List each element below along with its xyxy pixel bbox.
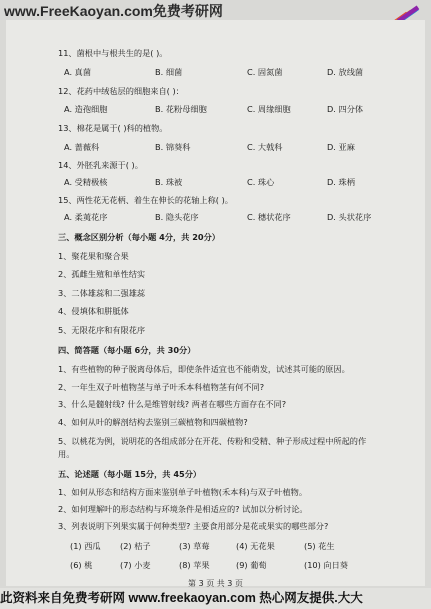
option-c: C. 大戟科 <box>247 142 283 152</box>
concept-item: 1、聚花果和聚合果 <box>58 251 129 261</box>
question-15-options <box>64 212 404 223</box>
option-a: A. 柔荑花序 <box>64 212 108 222</box>
short-answer-item: 1、有些植物的种子脱离母体后，即使条件适宜也不能萌发，试述其可能的原因。 <box>58 364 350 374</box>
option-c: C. 固氮菌 <box>247 67 283 77</box>
fruit-item: (1) 西瓜 <box>70 541 101 551</box>
short-answer-item: 4、如何从叶的解剖结构去鉴别三碳植物和四碳植物? <box>58 417 248 427</box>
question-15: 15、两性花无花柄、着生在伸长的花轴上称( )。 <box>58 195 233 205</box>
option-a: A. 真菌 <box>64 67 92 77</box>
concept-item: 3、二体雄蕊和二强雄蕊 <box>58 288 146 298</box>
short-answer-item-continued: 用。 <box>58 449 75 459</box>
fruit-item: (9) 葡萄 <box>236 560 267 570</box>
option-b: B. 珠被 <box>155 177 183 187</box>
short-answer-item: 5、以桃花为例，说明花的各组成部分在开花、传粉和受精、种子形成过程中所起的作 <box>58 436 367 446</box>
essay-item: 2、如何理解叶的形态结构与环境条件是相适应的? 试加以分析讨论。 <box>58 504 308 514</box>
option-a: A. 造孢细胞 <box>64 104 108 114</box>
option-c: C. 周缘细胞 <box>247 104 291 114</box>
fruit-item: (8) 苹果 <box>179 560 210 570</box>
concept-item: 2、孤雌生殖和单性结实 <box>58 269 146 279</box>
question-12-options <box>64 104 404 115</box>
option-d: D. 四分体 <box>327 104 364 114</box>
short-answer-item: 3、什么是髓射线? 什么是维管射线? 两者在哪些方面存在不同? <box>58 399 287 409</box>
fruit-item: (6) 桃 <box>70 560 93 570</box>
short-answer-item: 2、一年生双子叶植物茎与单子叶禾本科植物茎有何不同? <box>58 382 265 392</box>
option-c: C. 珠心 <box>247 177 275 187</box>
fruit-list-row-2 <box>70 560 410 571</box>
page-number: 第 3 页 共 3 页 <box>188 579 243 588</box>
fruit-item: (2) 桔子 <box>120 541 151 551</box>
concept-item: 5、无限花序和有限花序 <box>58 325 146 335</box>
option-b: B. 锦葵科 <box>155 142 191 152</box>
fruit-item: (3) 草莓 <box>179 541 210 551</box>
option-c: C. 穗状花序 <box>247 212 291 222</box>
question-11: 11、菌根中与根共生的是( )。 <box>58 48 168 58</box>
option-d: D. 亚麻 <box>327 142 355 152</box>
section-title-concepts: 三、概念区别分析（每小题 4分，共 20分） <box>58 232 220 242</box>
essay-item: 3、列表说明下列果实属于何种类型? 主要食用部分是花或果实的哪些部分? <box>58 521 329 531</box>
fruit-item: (5) 花生 <box>304 541 335 551</box>
option-a: A. 受精极核 <box>64 177 108 187</box>
option-b: B. 花粉母细胞 <box>155 104 207 114</box>
question-11-options <box>64 67 404 78</box>
question-13-options <box>64 142 404 153</box>
fruit-item: (7) 小麦 <box>120 560 151 570</box>
essay-item: 1、如何从形态和结构方面来鉴别单子叶植物(禾本科)与双子叶植物。 <box>58 487 308 497</box>
option-d: D. 头状花序 <box>327 212 372 222</box>
option-a: A. 蔷薇科 <box>64 142 100 152</box>
site-watermark: www.FreeKaoyan.com免费考研网 <box>4 3 223 19</box>
question-13: 13、棉花是属于( )科的植物。 <box>58 123 168 133</box>
question-14-options <box>64 177 404 188</box>
concept-item: 4、侵填体和胼胝体 <box>58 306 129 316</box>
fruit-item: (4) 无花果 <box>236 541 275 551</box>
option-d: D. 珠柄 <box>327 177 355 187</box>
option-b: B. 细菌 <box>155 67 183 77</box>
option-b: B. 隐头花序 <box>155 212 199 222</box>
question-12: 12、花药中绒毡层的细胞来自( )： <box>58 86 184 96</box>
section-title-short-answer: 四、简答题（每小题 6分，共 30分） <box>58 345 196 355</box>
option-d: D. 放线菌 <box>327 67 364 77</box>
question-14: 14、外胚乳来源于( )。 <box>58 160 143 170</box>
fruit-item: (10) 向日葵 <box>304 560 348 570</box>
section-title-essay: 五、论述题（每小题 15分，共 45分） <box>58 469 202 479</box>
fruit-list-row-1 <box>70 541 410 552</box>
bottom-watermark-banner: 此资料来自免费考研网 www.freekaoyan.com 热心网友提供.大大 <box>0 588 431 609</box>
